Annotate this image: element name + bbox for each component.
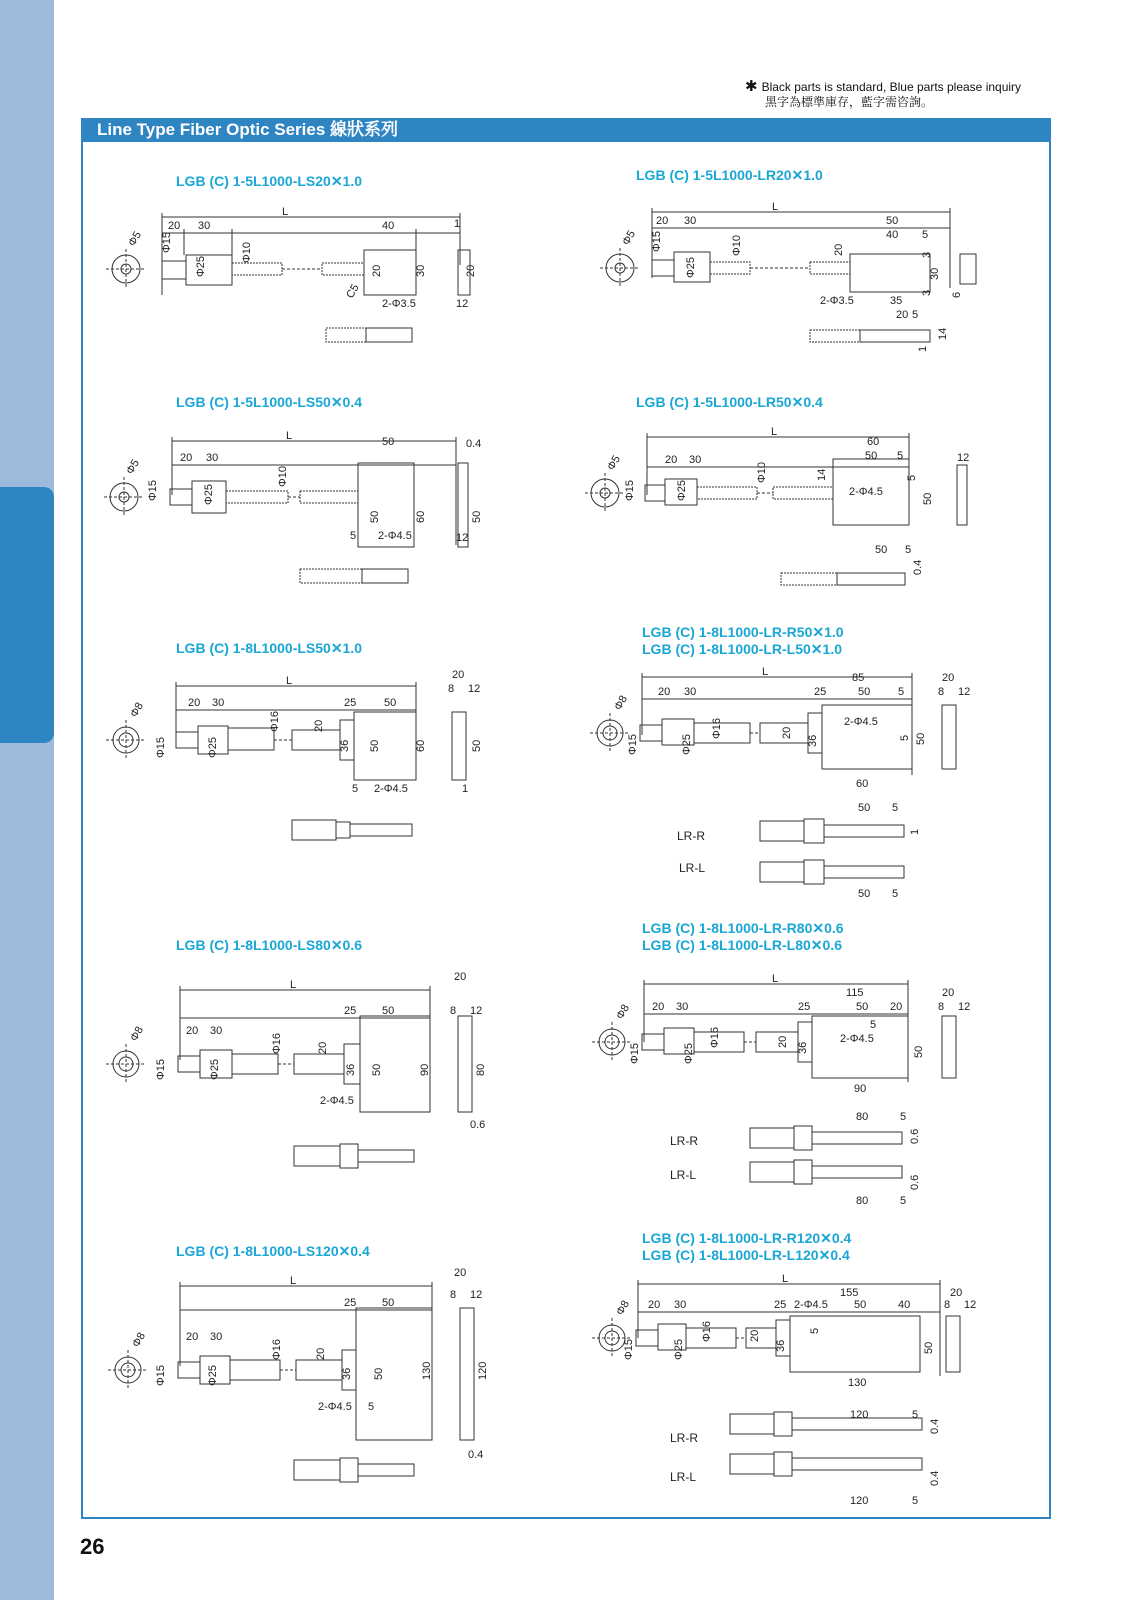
dimension-label: 8 xyxy=(450,1289,457,1301)
dimension-label: 12 xyxy=(958,686,971,698)
dimension-label: 25 xyxy=(814,686,827,698)
dimension-label: Φ16 xyxy=(709,1026,721,1048)
dimension-label: Φ25 xyxy=(685,256,697,278)
dimension-label: 20 xyxy=(454,1267,467,1279)
drawing-ls20 xyxy=(100,205,520,355)
dimension-label: 20 xyxy=(950,1287,963,1299)
dimension-label: 1 xyxy=(909,828,921,835)
dimension-label: 85 xyxy=(852,672,865,684)
dimension-label: Φ15 xyxy=(155,1058,167,1080)
dimension-label: Φ10 xyxy=(731,234,743,256)
dimension-label: 25 xyxy=(798,1001,811,1013)
lr-r-label: LR-R xyxy=(677,829,706,843)
drawing-ls50-04 xyxy=(100,425,520,600)
dimension-label: 1 xyxy=(462,783,469,795)
dimension-label: 12 xyxy=(456,532,469,544)
dimension-label: 30 xyxy=(210,1331,223,1343)
dimension-label: Φ16 xyxy=(269,710,281,732)
drawing-lr20 xyxy=(590,198,1010,358)
drawing-ls80 xyxy=(100,970,520,1170)
lr-r-label: LR-R xyxy=(670,1431,699,1445)
model-title-7 xyxy=(176,937,362,954)
dimension-label: L xyxy=(290,1275,297,1287)
dimension-label: 12 xyxy=(958,1001,971,1013)
dimension-label: 12 xyxy=(470,1005,483,1017)
dimension-label: 30 xyxy=(684,686,697,698)
dimension-label: L xyxy=(286,430,293,442)
dimension-label: 20 xyxy=(186,1331,199,1343)
dimension-label: L xyxy=(762,666,769,678)
model-title-5 xyxy=(176,640,362,657)
drawing-lr120 xyxy=(590,1272,1010,1512)
dimension-label: 50 xyxy=(923,1341,935,1354)
dimension-label: 12 xyxy=(964,1299,977,1311)
dimension-label: 5 xyxy=(892,888,899,900)
dimension-label: 120 xyxy=(477,1361,489,1380)
dimension-label: 36 xyxy=(807,734,819,747)
dimension-label: 0.4 xyxy=(466,438,482,450)
dimension-label: 20 xyxy=(833,243,845,256)
dimension-label: 8 xyxy=(450,1005,457,1017)
dimension-label: 50 xyxy=(858,802,871,814)
lr-r-label: LR-R xyxy=(670,1134,699,1148)
dimension-label: L xyxy=(782,1273,789,1285)
stock-note xyxy=(745,79,1021,110)
dimension-label: Φ15 xyxy=(155,736,167,758)
dimension-label: 5 xyxy=(809,1327,821,1334)
dimension-label: 50 xyxy=(471,739,483,752)
dimension-label: 5 xyxy=(912,1409,919,1421)
dimension-label: 20 xyxy=(186,1025,199,1037)
model-title-10 xyxy=(642,1230,851,1264)
dimension-label: 20 xyxy=(942,672,955,684)
dimension-label: Φ8 xyxy=(128,700,147,720)
dimension-label: 50 xyxy=(913,1045,925,1058)
dimension-label: 5 xyxy=(912,1495,919,1507)
dimension-label: 36 xyxy=(797,1041,809,1054)
dimension-label: 5 xyxy=(900,1195,907,1207)
dimension-label: 50 xyxy=(382,1005,395,1017)
model-title-3 xyxy=(176,394,362,411)
dimension-label: Φ15 xyxy=(624,479,636,501)
dimension-label: 155 xyxy=(840,1287,859,1299)
dimension-label: 0.4 xyxy=(912,559,924,575)
dimension-label: 50 xyxy=(922,492,934,505)
dimension-label: 40 xyxy=(886,229,899,241)
dimension-label: Φ16 xyxy=(271,1032,283,1054)
dimension-label: 5 xyxy=(350,530,357,542)
dimension-label: 2-Φ3.5 xyxy=(820,295,854,307)
dimension-label: 20 xyxy=(652,1001,665,1013)
dimension-label: 20 xyxy=(452,669,465,681)
dimension-label: 12 xyxy=(470,1289,483,1301)
dimension-label: 2-Φ4.5 xyxy=(378,530,412,542)
dimension-label: 30 xyxy=(206,452,219,464)
dimension-label: L xyxy=(772,201,779,213)
dimension-label: 50 xyxy=(382,1297,395,1309)
dimension-label: 50 xyxy=(384,697,397,709)
dimension-label: 30 xyxy=(676,1001,689,1013)
dimension-label: 20 xyxy=(777,1035,789,1048)
dimension-label: 50 xyxy=(875,544,888,556)
model-code: LGB (C) 1-8L1000-LS80✕0.6 xyxy=(176,937,363,953)
dimension-label: Φ5 xyxy=(126,229,145,249)
dimension-label: Φ8 xyxy=(130,1330,149,1350)
dimension-label: 36 xyxy=(775,1339,787,1352)
dimension-label: 12 xyxy=(957,452,970,464)
dimension-label: 0.4 xyxy=(929,1418,941,1434)
dimension-label: 50 xyxy=(886,215,899,227)
dimension-label: L xyxy=(282,206,289,218)
dimension-label: 25 xyxy=(344,1005,357,1017)
dimension-label: Φ15 xyxy=(627,733,639,755)
dimension-label: 5 xyxy=(870,1019,877,1031)
dimension-label: 30 xyxy=(212,697,225,709)
dimension-label: Φ16 xyxy=(271,1338,283,1360)
dimension-label: Φ25 xyxy=(207,736,219,758)
dimension-label: Φ8 xyxy=(614,1298,633,1318)
dimension-label: 2-Φ4.5 xyxy=(844,716,878,728)
dimension-label: Φ25 xyxy=(203,483,215,505)
dimension-label: 90 xyxy=(419,1063,431,1076)
model-code: LGB (C) 1-8L1000-LR-L80✕0.6 xyxy=(642,937,842,953)
dimension-label: Φ15 xyxy=(651,230,663,252)
dimension-label: 14 xyxy=(937,327,949,340)
dimension-label: Φ25 xyxy=(673,1338,685,1360)
dimension-label: 5 xyxy=(899,734,911,741)
lr-l-label: LR-L xyxy=(670,1470,697,1484)
model-code: LGB (C) 1-5L1000-LS20✕1.0 xyxy=(176,173,363,189)
dimension-label: 2-Φ4.5 xyxy=(374,783,408,795)
dimension-label: Φ10 xyxy=(756,461,768,483)
dimension-label: 5 xyxy=(905,544,912,556)
dimension-label: 120 xyxy=(850,1409,869,1421)
dimension-label: 130 xyxy=(421,1361,433,1380)
asterisk-icon: ✱ xyxy=(745,78,758,95)
dimension-label: 20 xyxy=(313,719,325,732)
model-code: LGB (C) 1-5L1000-LR50✕0.4 xyxy=(636,394,823,410)
dimension-label: 36 xyxy=(339,739,351,752)
dimension-label: 5 xyxy=(897,450,904,462)
dimension-label: 130 xyxy=(848,1377,867,1389)
dimension-label: 20 xyxy=(648,1299,661,1311)
dimension-label: 50 xyxy=(369,739,381,752)
dimension-label: 50 xyxy=(856,1001,869,1013)
dimension-label: 35 xyxy=(890,295,903,307)
dimension-label: Φ25 xyxy=(681,733,693,755)
lr-l-label: LR-L xyxy=(670,1168,697,1182)
dimension-label: 5 xyxy=(906,474,918,481)
dimension-label: 2-Φ4.5 xyxy=(318,1401,352,1413)
dimension-label: 40 xyxy=(898,1299,911,1311)
model-code: LGB (C) 1-8L1000-LR-R80✕0.6 xyxy=(642,920,844,936)
dimension-label: 50 xyxy=(858,686,871,698)
dimension-label: 50 xyxy=(854,1299,867,1311)
model-title-2 xyxy=(636,167,823,184)
dimension-label: 36 xyxy=(341,1367,353,1380)
dimension-label: 60 xyxy=(415,739,427,752)
dimension-label: L xyxy=(771,426,778,438)
dimension-label: 8 xyxy=(938,686,945,698)
dimension-label: 20 xyxy=(896,309,909,321)
dimension-label: 5 xyxy=(368,1401,375,1413)
dimension-label: Φ8 xyxy=(612,693,631,713)
dimension-label: Φ25 xyxy=(683,1042,695,1064)
dimension-label: 20 xyxy=(188,697,201,709)
dimension-label: 20 xyxy=(317,1041,329,1054)
dimension-label: Φ15 xyxy=(155,1364,167,1386)
dimension-label: 2-Φ4.5 xyxy=(794,1299,828,1311)
dimension-label: Φ5 xyxy=(605,453,624,473)
dimension-label: 50 xyxy=(471,510,483,523)
dimension-label: 6 xyxy=(951,291,963,298)
model-title-9 xyxy=(176,1243,370,1260)
dimension-label: 50 xyxy=(369,510,381,523)
dimension-label: Φ10 xyxy=(277,465,289,487)
dimension-label: 5 xyxy=(912,309,919,321)
drawing-lr50-04 xyxy=(585,425,1005,600)
dimension-label: 50 xyxy=(382,436,395,448)
dimension-label: Φ15 xyxy=(629,1042,641,1064)
drawing-ls120 xyxy=(100,1267,520,1485)
section-title: Line Type Fiber Optic Series 線狀系列 xyxy=(81,118,1051,142)
dimension-label: 20 xyxy=(942,987,955,999)
dimension-label: 60 xyxy=(415,510,427,523)
dimension-label: Φ5 xyxy=(620,228,639,248)
model-title-4 xyxy=(636,394,823,411)
dimension-label: 1 xyxy=(917,345,929,352)
dimension-label: 30 xyxy=(684,215,697,227)
dimension-label: Φ25 xyxy=(207,1364,219,1386)
dimension-label: 8 xyxy=(938,1001,945,1013)
dimension-label: 30 xyxy=(689,454,702,466)
model-title-6 xyxy=(642,624,844,658)
dimension-label: 50 xyxy=(915,732,927,745)
dimension-label: 14 xyxy=(816,468,828,481)
model-code: LGB (C) 1-5L1000-LR20✕1.0 xyxy=(636,167,823,183)
dimension-label: 2-Φ4.5 xyxy=(849,486,883,498)
end-view xyxy=(106,249,146,289)
dimension-label: 80 xyxy=(856,1195,869,1207)
dimension-label: 30 xyxy=(674,1299,687,1311)
dimension-label: 5 xyxy=(922,229,929,241)
dimension-label: 50 xyxy=(371,1063,383,1076)
dimension-label: 40 xyxy=(382,220,395,232)
dimension-label: 0.4 xyxy=(929,1470,941,1486)
model-code: LGB (C) 1-8L1000-LR-L120✕0.4 xyxy=(642,1247,850,1263)
drawing-lr50-10 xyxy=(590,665,1010,905)
dimension-label: 50 xyxy=(373,1367,385,1380)
dimension-label: 20 xyxy=(781,726,793,739)
model-code: LGB (C) 1-5L1000-LS50✕0.4 xyxy=(176,394,363,410)
dimension-label: 12 xyxy=(468,683,481,695)
dimension-label: 60 xyxy=(867,436,880,448)
dimension-label: Φ15 xyxy=(623,1338,635,1360)
dimension-label: 30 xyxy=(415,264,427,277)
dimension-label: 30 xyxy=(929,267,941,280)
dimension-label: Φ5 xyxy=(124,457,143,477)
model-code: LGB (C) 1-8L1000-LR-R120✕0.4 xyxy=(642,1230,852,1246)
dimension-label: Φ25 xyxy=(209,1058,221,1080)
dimension-label: 20 xyxy=(465,264,477,277)
dimension-label: 30 xyxy=(210,1025,223,1037)
dimension-label: 8 xyxy=(944,1299,951,1311)
drawing-lr80 xyxy=(590,972,1010,1212)
dimension-label: 2-Φ3.5 xyxy=(382,298,416,310)
dimension-label: 20 xyxy=(665,454,678,466)
dimension-label: 20 xyxy=(656,215,669,227)
dimension-label: Φ15 xyxy=(161,231,173,253)
dimension-label: 8 xyxy=(448,683,455,695)
dimension-label: 60 xyxy=(856,778,869,790)
dimension-label: 5 xyxy=(892,802,899,814)
dimension-label: 3 xyxy=(921,251,933,258)
dimension-label: 0.6 xyxy=(909,1174,921,1190)
dimension-label: 0.4 xyxy=(468,1449,484,1461)
dimension-label: 2-Φ4.5 xyxy=(320,1095,354,1107)
page-number: 26 xyxy=(80,1534,105,1559)
dimension-label: 3 xyxy=(921,289,933,296)
dimension-label: 5 xyxy=(898,686,905,698)
dimension-label: 20 xyxy=(315,1347,327,1360)
dimension-label: Φ25 xyxy=(676,479,688,501)
dimension-label: 20 xyxy=(168,220,181,232)
dimension-label: 20 xyxy=(371,264,383,277)
dimension-label: 120 xyxy=(850,1495,869,1507)
lr-l-label: LR-L xyxy=(679,861,706,875)
drawing-ls50-10 xyxy=(100,670,520,850)
model-code: LGB (C) 1-8L1000-LS50✕1.0 xyxy=(176,640,363,656)
dimension-label: Φ25 xyxy=(195,255,207,277)
dimension-label: 0.6 xyxy=(909,1128,921,1144)
dimension-label: 36 xyxy=(345,1063,357,1076)
side-stripe xyxy=(0,0,54,1600)
dimension-label: 20 xyxy=(749,1329,761,1342)
model-code: LGB (C) 1-8L1000-LR-R50✕1.0 xyxy=(642,624,844,640)
dimension-label: 90 xyxy=(854,1083,867,1095)
dimension-label: L xyxy=(772,973,779,985)
dimension-label: 80 xyxy=(475,1063,487,1076)
dimension-label: 25 xyxy=(344,1297,357,1309)
dimension-label: 20 xyxy=(180,452,193,464)
dimension-label: 0.6 xyxy=(470,1119,486,1131)
dimension-label: 25 xyxy=(344,697,357,709)
dimension-label: Φ8 xyxy=(614,1002,633,1022)
model-title-8 xyxy=(642,920,844,954)
dimension-label: 5 xyxy=(352,783,359,795)
dimension-label: 80 xyxy=(856,1111,869,1123)
dimension-label: 1 xyxy=(454,218,461,230)
dimension-label: 115 xyxy=(846,987,864,999)
model-title-1 xyxy=(176,173,362,190)
dimension-label: Φ10 xyxy=(241,241,253,263)
dimension-label: 25 xyxy=(774,1299,787,1311)
dimension-label: 20 xyxy=(658,686,671,698)
dimension-label: 50 xyxy=(858,888,871,900)
dimension-label: Φ16 xyxy=(711,717,723,739)
dimension-label: 5 xyxy=(900,1111,907,1123)
dimension-label: Φ8 xyxy=(128,1024,147,1044)
dimension-label: L xyxy=(286,675,293,687)
dimension-label: 20 xyxy=(890,1001,903,1013)
dimension-label: 50 xyxy=(865,450,878,462)
dimension-label: 20 xyxy=(454,971,467,983)
dimension-label: C5 xyxy=(344,282,362,301)
dimension-label: 12 xyxy=(456,298,469,310)
dimension-label: Φ16 xyxy=(701,1320,713,1342)
dimension-label: Φ15 xyxy=(147,479,159,501)
note-line-2: 黑字為標準庫存，藍字需咨詢。 xyxy=(765,95,934,109)
model-code: LGB (C) 1-8L1000-LR-L50✕1.0 xyxy=(642,641,842,657)
note-line-1: Black parts is standard, Blue parts please inquiry xyxy=(761,80,1022,94)
dimension-label: 30 xyxy=(198,220,211,232)
section-side-tab xyxy=(0,487,54,743)
dimension-label: L xyxy=(290,979,297,991)
model-code: LGB (C) 1-8L1000-LS120✕0.4 xyxy=(176,1243,370,1259)
dimension-label: 2-Φ4.5 xyxy=(840,1033,874,1045)
